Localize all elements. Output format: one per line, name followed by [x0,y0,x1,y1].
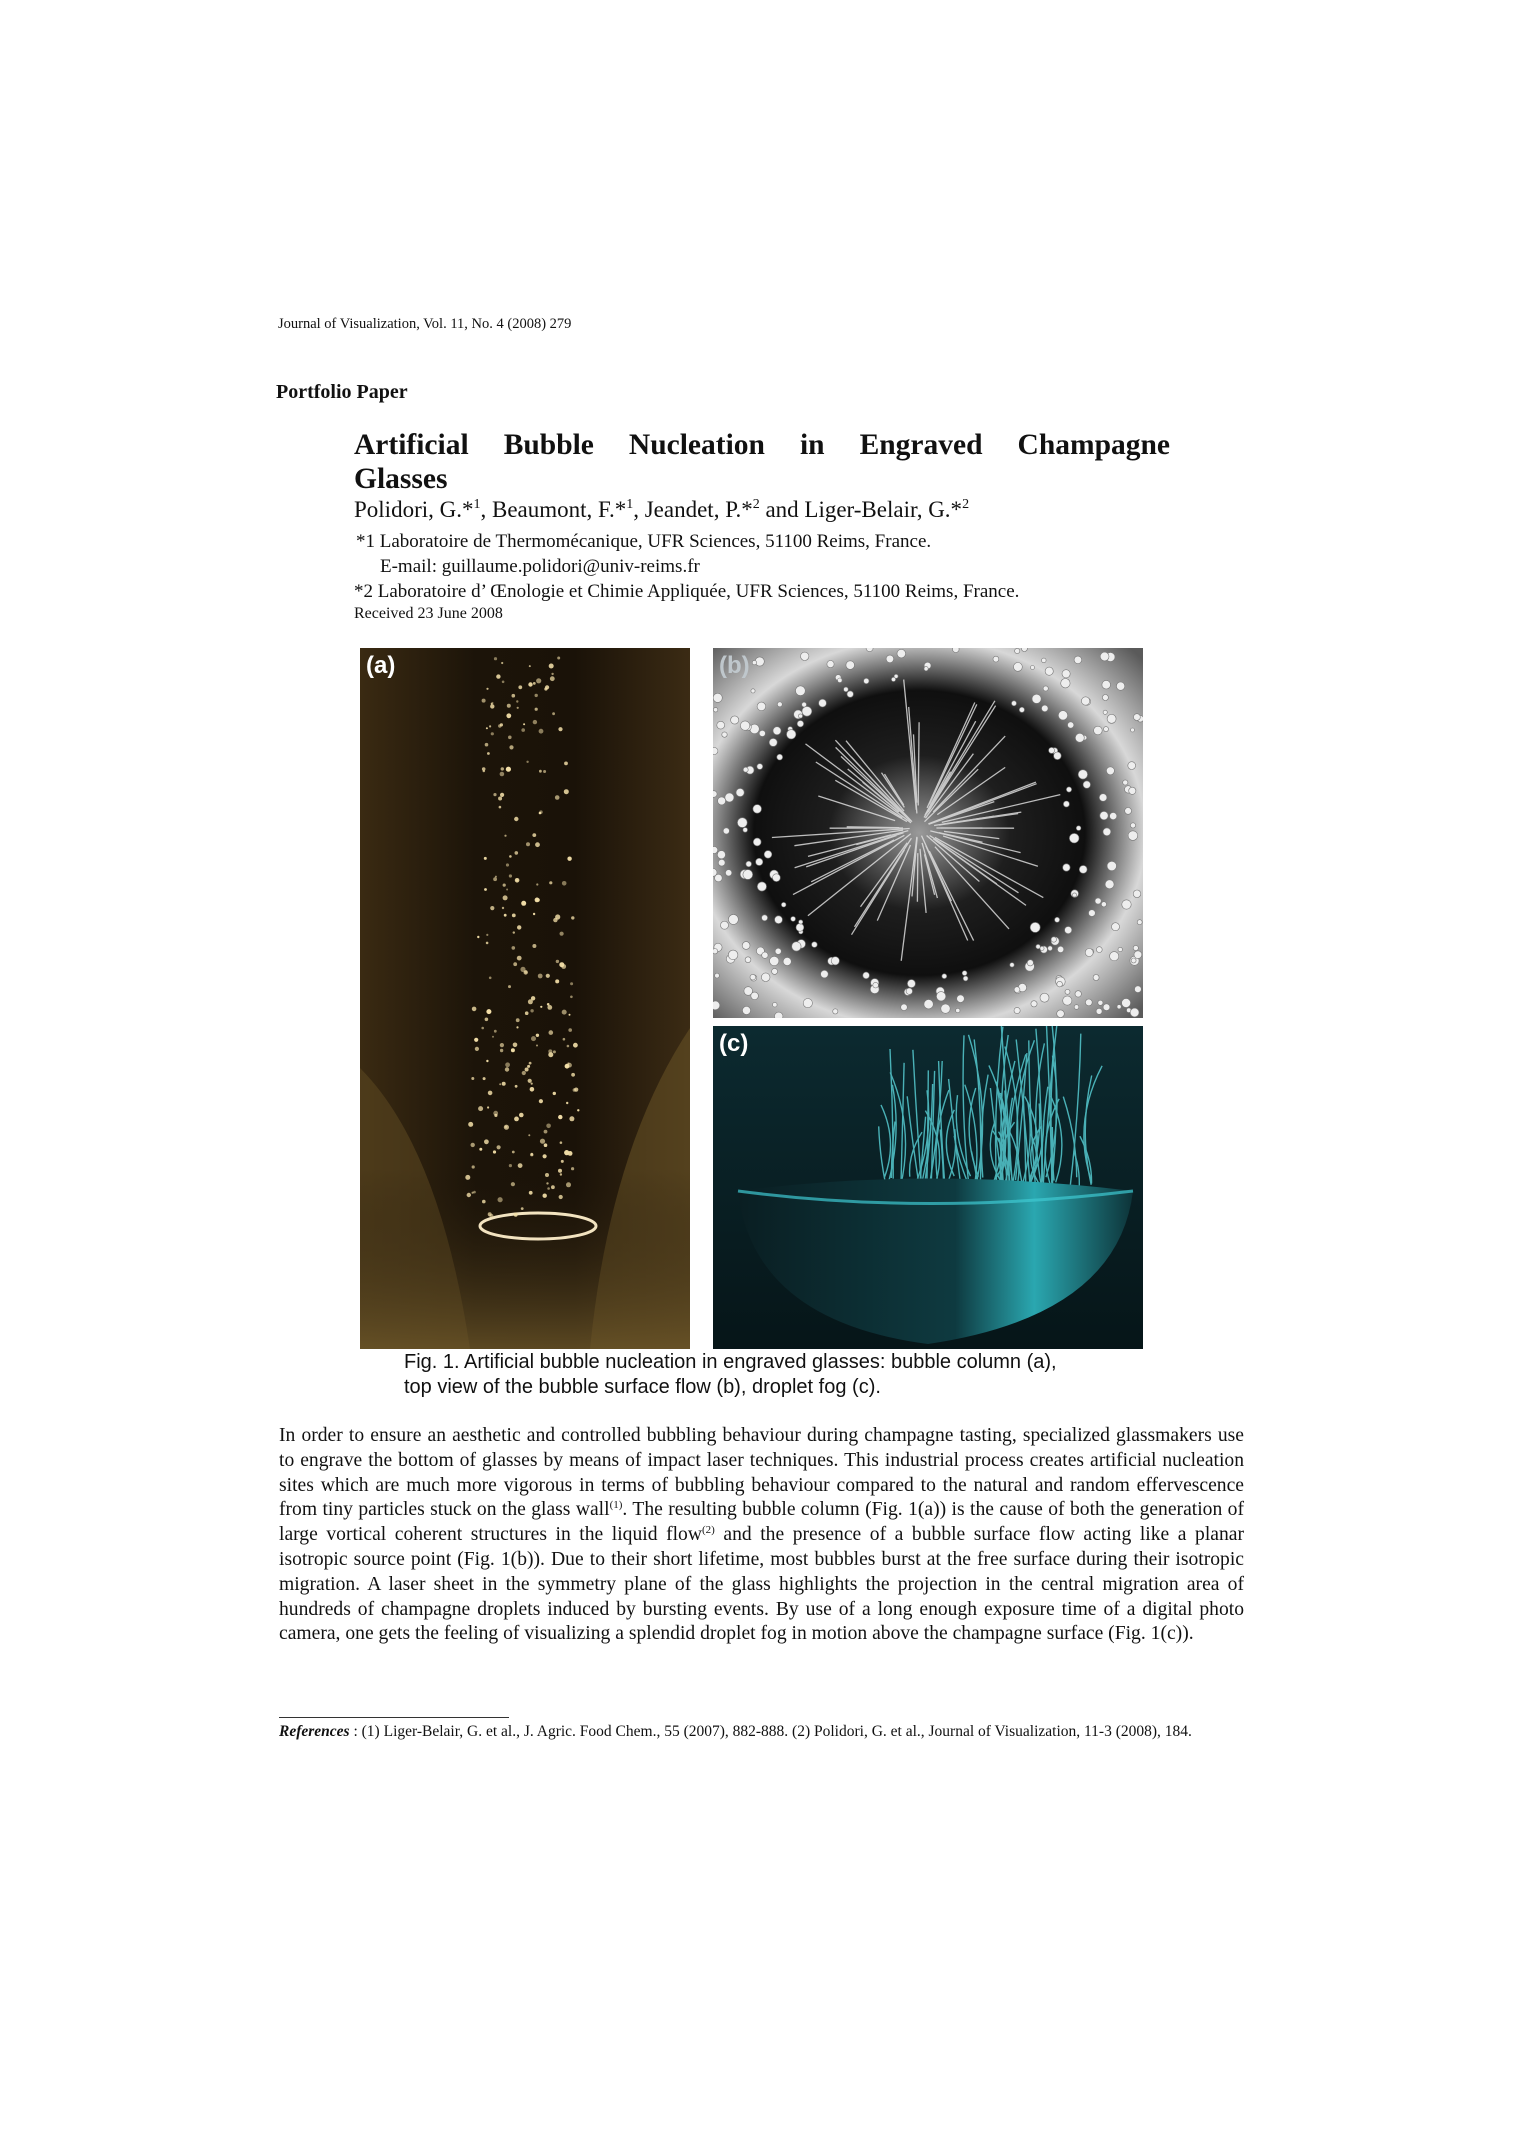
bubble-column-image [360,648,690,1349]
references [279,1722,1244,1742]
references-label: References [279,1723,350,1740]
caption-line-1: Fig. 1. Artificial bubble nucleation in engraved glasses: bubble column (a), [404,1351,1057,1373]
paper-title [354,428,1170,496]
references-divider [279,1717,509,1718]
email-address: E-mail: guillaume.polidori@univ-reims.fr [380,556,700,577]
received-date: Received 23 June 2008 [354,605,503,622]
citation-1: (1) [609,1499,623,1512]
figure-panel-b [713,648,1143,1018]
author-3: , Jeandet, P.* [633,497,753,522]
citation-2: (2) [701,1524,715,1537]
figure-panel-a [360,648,690,1349]
affiliation-2: *2 Laboratoire d’ Œnologie et Chimie Appliquée, UFR Sciences, 51100 Reims, France. [354,581,1020,602]
section-label: Portfolio Paper [276,381,408,403]
caption-line-2: top view of the bubble surface flow (b), droplet fog (c). [404,1376,881,1398]
author-4: and Liger-Belair, G.* [759,497,963,522]
paper-title-line2: Glasses [354,463,448,495]
panel-b-label: (b) [719,652,750,679]
author-2-affil: 1 [626,497,634,512]
body-text-part-1: In order to ensure an aesthetic and controlled bubbling behaviour during champagne tasting, specialized glassmakers use to engrave the bottom of glasses by means of impact laser techniques. This industrial process creates artificial nucleation sites which are much more vigorous in terms of bubbling behaviour compared to the natural and random effervescence from tiny particles stuck on the glass wall [279,1425,1244,1521]
paper-title-line1: Artificial Bubble Nucleation in Engraved Champagne [354,429,1170,461]
author-2: , Beaumont, F.* [480,497,627,522]
author-list [354,497,969,523]
figure-caption [404,1350,1124,1400]
body-paragraph [279,1424,1244,1647]
body-text-part-3: and the presence of a bubble surface flow acting like a planar isotropic source point (Fig. 1(b)). Due to their short lifetime, most bubbles burst at the free surface during their isotropic migration. A laser sheet in the symmetry plane of the glass highlights the projection in the central migration area of hundreds of champagne droplets induced by bursting events. By use of a long enough exposure time of a digital photo camera, one gets the feeling of visualizing a splendid droplet fog in motion above the champagne surface (Fig. 1(c)). [279,1524,1244,1645]
author-3-affil: 2 [752,497,760,512]
author-4-affil: 2 [962,497,970,512]
author-1: Polidori, G.* [354,497,474,522]
figure-panel-c [713,1026,1143,1349]
panel-a-label: (a) [366,652,396,679]
droplet-fog-image [713,1026,1143,1349]
affiliation-1: *1 Laboratoire de Thermomécanique, UFR Sciences, 51100 Reims, France. [356,531,932,552]
panel-c-label: (c) [719,1030,749,1057]
references-text: : (1) Liger-Belair, G. et al., J. Agric. Food Chem., 55 (2007), 882-888. (2) Polidori, G. et al., Journal of Visualization, 11-3 (2008), 184. [349,1723,1192,1740]
body-text-part-2: . The resulting bubble column (Fig. 1(a)) is the cause of both the generation of large vortical coherent structures in the liquid flow [279,1499,1244,1546]
surface-flow-image [713,648,1143,1018]
journal-header: Journal of Visualization, Vol. 11, No. 4 (2008) 279 [278,316,572,332]
author-1-affil: 1 [473,497,481,512]
